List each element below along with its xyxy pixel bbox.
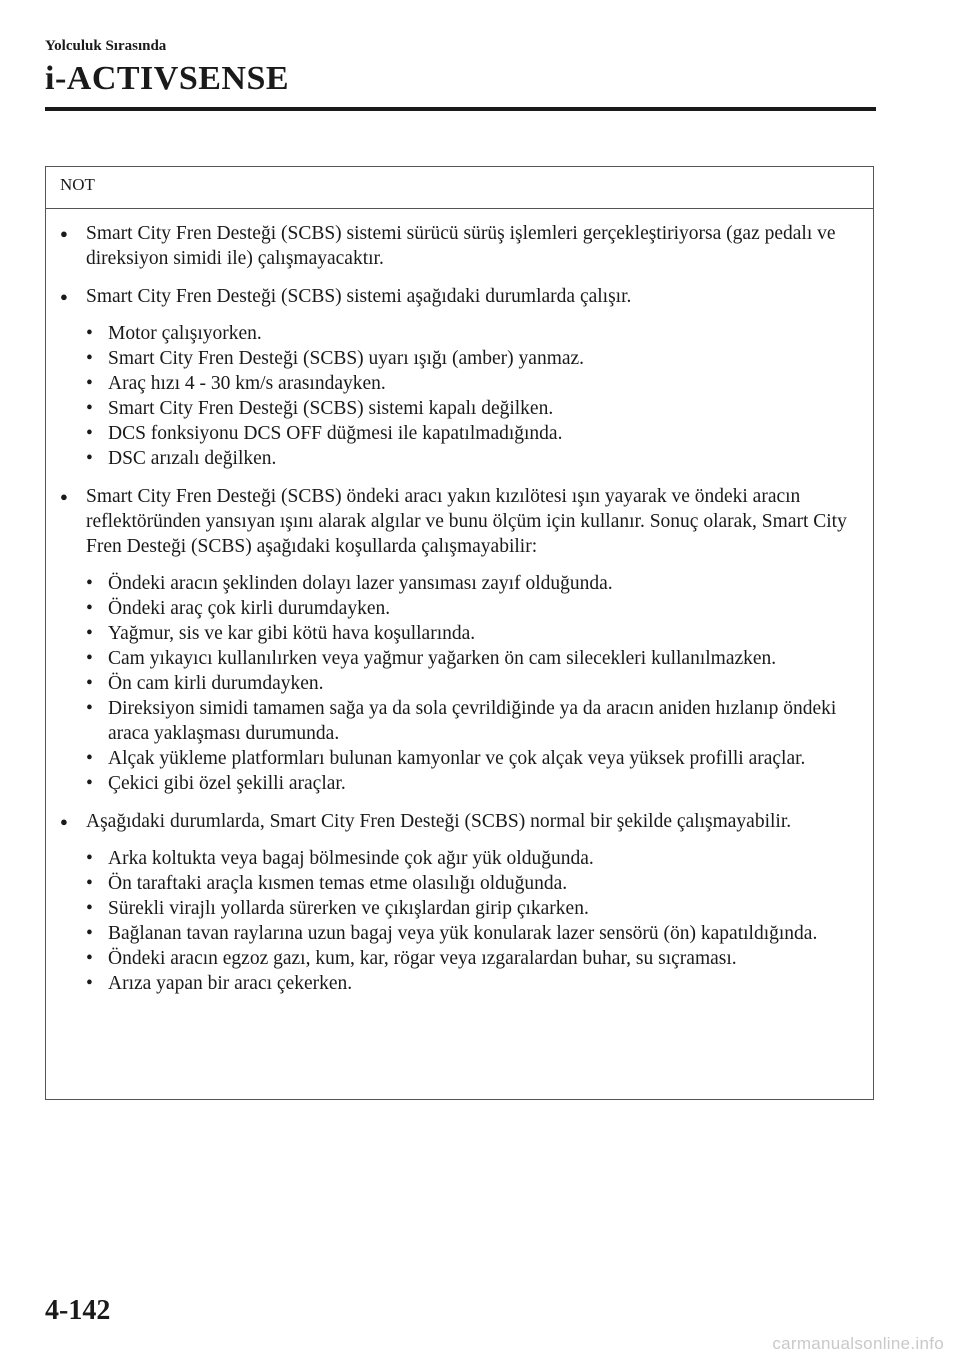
- sub-bullet-icon: •: [86, 323, 93, 344]
- sub-item-text: Araç hızı 4 - 30 km/s arasındayken.: [108, 373, 386, 394]
- note-body: [46, 209, 873, 996]
- sub-item: [86, 621, 857, 646]
- bullet-icon: ●: [60, 289, 68, 304]
- sub-item: [86, 671, 857, 696]
- sub-item-text: Smart City Fren Desteği (SCBS) uyarı ışığı (amber) yanmaz.: [108, 348, 585, 369]
- sub-item: [86, 421, 857, 446]
- sub-item-text: Sürekli virajlı yollarda sürerken ve çıkışlardan girip çıkarken.: [108, 898, 589, 919]
- sub-item: [86, 971, 857, 996]
- sub-list: [86, 846, 857, 996]
- sub-item: [86, 396, 857, 421]
- note-item: [60, 221, 857, 271]
- sub-bullet-icon: •: [86, 848, 93, 869]
- sub-item-text: Motor çalışıyorken.: [108, 323, 262, 344]
- sub-item-text: DSC arızalı değilken.: [108, 448, 277, 469]
- header-rule: [45, 107, 876, 111]
- sub-item: [86, 346, 857, 371]
- note-item-text: Smart City Fren Desteği (SCBS) sistemi sürücü sürüş işlemleri gerçekleştiriyorsa (gaz pedalı ve direksiyon simidi ile) çalışmayacaktır.: [86, 223, 836, 269]
- note-header: NOT: [46, 167, 873, 209]
- sub-item-text: Arka koltukta veya bagaj bölmesinde çok ağır yük olduğunda.: [108, 848, 594, 869]
- sub-item-text: Bağlanan tavan raylarına uzun bagaj veya yük konularak lazer sensörü (ön) kapatıldığında.: [108, 923, 818, 944]
- sub-item: [86, 896, 857, 921]
- note-item-text: Smart City Fren Desteği (SCBS) sistemi aşağıdaki durumlarda çalışır.: [86, 286, 632, 307]
- sub-list: [86, 571, 857, 796]
- sub-item-text: Cam yıkayıcı kullanılırken veya yağmur yağarken ön cam silecekleri kullanılmazken.: [108, 648, 777, 669]
- sub-item-text: Direksiyon simidi tamamen sağa ya da sola çevrildiğinde ya da aracın aniden hızlanıp öndeki araca yaklaşması durumunda.: [108, 698, 837, 744]
- note-box: [45, 166, 874, 1100]
- sub-item-text: Arıza yapan bir aracı çekerken.: [108, 973, 353, 994]
- sub-bullet-icon: •: [86, 348, 93, 369]
- sub-item-text: Çekici gibi özel şekilli araçlar.: [108, 773, 346, 794]
- sub-bullet-icon: •: [86, 923, 93, 944]
- sub-item: [86, 371, 857, 396]
- sub-bullet-icon: •: [86, 898, 93, 919]
- note-item-content: [86, 221, 857, 271]
- sub-bullet-icon: •: [86, 773, 93, 794]
- sub-item: [86, 646, 857, 671]
- sub-item: [86, 446, 857, 471]
- note-item: [60, 809, 857, 996]
- sub-bullet-icon: •: [86, 873, 93, 894]
- sub-item-text: DCS fonksiyonu DCS OFF düğmesi ile kapatılmadığında.: [108, 423, 563, 444]
- note-item-content: [86, 484, 857, 796]
- bullet-icon: ●: [60, 226, 68, 241]
- sub-item-text: Smart City Fren Desteği (SCBS) sistemi kapalı değilken.: [108, 398, 554, 419]
- sub-item-text: Yağmur, sis ve kar gibi kötü hava koşullarında.: [108, 623, 476, 644]
- sub-item: [86, 771, 857, 796]
- chapter-title: i-ACTIVSENSE: [45, 60, 290, 97]
- note-item-content: [86, 809, 857, 996]
- sub-item: [86, 846, 857, 871]
- sub-bullet-icon: •: [86, 598, 93, 619]
- sub-bullet-icon: •: [86, 748, 93, 769]
- sub-item: [86, 321, 857, 346]
- sub-item: [86, 571, 857, 596]
- sub-item: [86, 921, 857, 946]
- sub-bullet-icon: •: [86, 648, 93, 669]
- sub-item: [86, 946, 857, 971]
- sub-item: [86, 596, 857, 621]
- watermark: carmanualsonline.info: [772, 1334, 944, 1353]
- note-item-content: [86, 284, 857, 471]
- sub-bullet-icon: •: [86, 448, 93, 469]
- sub-bullet-icon: •: [86, 698, 93, 719]
- section-label: Yolculuk Sırasında: [45, 38, 167, 54]
- sub-list: [86, 321, 857, 471]
- sub-item: [86, 696, 857, 746]
- sub-bullet-icon: •: [86, 423, 93, 444]
- sub-item: [86, 871, 857, 896]
- sub-bullet-icon: •: [86, 973, 93, 994]
- bullet-icon: ●: [60, 814, 68, 829]
- sub-bullet-icon: •: [86, 673, 93, 694]
- sub-item-text: Ön taraftaki araçla kısmen temas etme olasılığı olduğunda.: [108, 873, 568, 894]
- note-item: [60, 284, 857, 471]
- sub-item-text: Öndeki araç çok kirli durumdayken.: [108, 598, 391, 619]
- sub-bullet-icon: •: [86, 948, 93, 969]
- page-number: 4-142: [45, 1295, 111, 1326]
- sub-bullet-icon: •: [86, 573, 93, 594]
- sub-bullet-icon: •: [86, 623, 93, 644]
- note-item: [60, 484, 857, 796]
- sub-item-text: Alçak yükleme platformları bulunan kamyonlar ve çok alçak veya yüksek profilli araçlar.: [108, 748, 806, 769]
- note-item-text: Smart City Fren Desteği (SCBS) öndeki aracı yakın kızılötesi ışın yayarak ve öndeki aracın reflektöründen yansıyan ışını alarak algılar ve bunu ölçüm için kullanır. Sonuç olarak, Smart City Fren Desteği (SCBS) aşağıdaki koşullarda çalışmayabilir:: [86, 486, 847, 557]
- sub-item: [86, 746, 857, 771]
- sub-item-text: Öndeki aracın egzoz gazı, kum, kar, rögar veya ızgaralardan buhar, su sıçraması.: [108, 948, 737, 969]
- sub-item-text: Ön cam kirli durumdayken.: [108, 673, 324, 694]
- note-item-text: Aşağıdaki durumlarda, Smart City Fren Desteği (SCBS) normal bir şekilde çalışmayabilir.: [86, 811, 792, 832]
- sub-item-text: Öndeki aracın şeklinden dolayı lazer yansıması zayıf olduğunda.: [108, 573, 613, 594]
- sub-bullet-icon: •: [86, 398, 93, 419]
- sub-bullet-icon: •: [86, 373, 93, 394]
- bullet-icon: ●: [60, 489, 68, 504]
